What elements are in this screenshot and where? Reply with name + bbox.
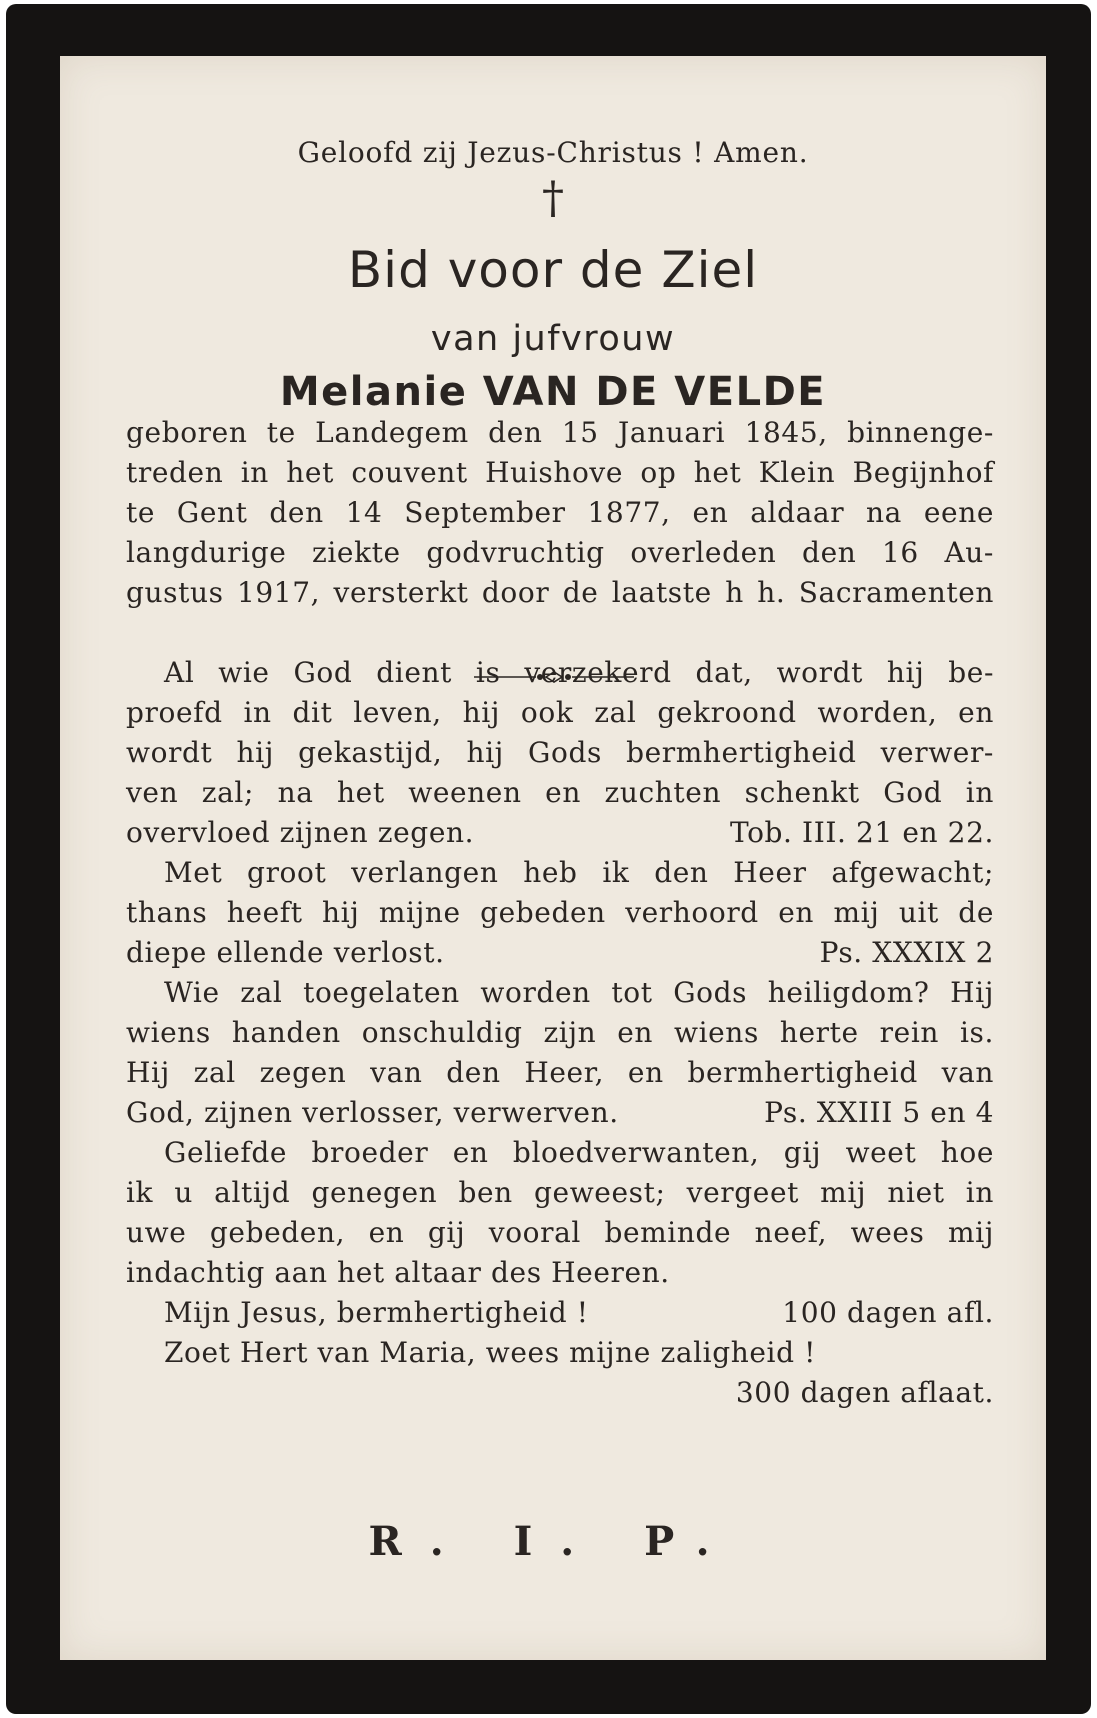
passage-line: proefd in dit leven, hij ook zal gekroond worden, en [126,696,994,729]
deceased-name: Melanie VAN DE VELDE [279,369,827,415]
prayer-text: Zoet Hert van Maria, wees mijne zaligheid ! [164,1336,816,1369]
rip-closing: R. I. P. [368,1518,738,1565]
passage-last-line [126,1096,994,1129]
passage-line: Wie zal toegelaten worden tot Gods heiligdom? Hij [164,976,994,1009]
passage-text: diepe ellende verlost. [126,936,445,969]
farewell-line: uwe gebeden, en gij vooral beminde neef, wees mij [126,1216,994,1249]
biography-line: te Gent den 14 September 1877, en aldaar na eene [126,496,994,529]
passage-line: wordt hij gekastijd, hij Gods bermhertigheid verwer- [126,736,994,769]
card-subheading: van jufvrouw [430,319,676,359]
prayer-text: Mijn Jesus, bermhertigheid ! [164,1296,589,1329]
passage-line: ven zal; na het weenen en zuchten schenkt God in [126,776,994,809]
passage-line: Met groot verlangen heb ik den Heer afgewacht; [164,856,994,889]
passage-line: wiens handen onschuldig zijn en wiens herte rein is. [126,1016,994,1049]
memorial-card [6,4,1091,1714]
cross-icon: † [542,173,564,224]
card-heading: Bid voor de Ziel [347,241,759,299]
farewell-line: indachtig aan het altaar des Heeren. [126,1256,670,1289]
passage-text: God, zijnen verlosser, verwerven. [126,1096,619,1129]
scripture-reference: Ps. XXIII 5 en 4 [764,1096,994,1129]
passage-text: overvloed zijnen zegen. [126,816,475,849]
prayer-line [164,1296,994,1329]
farewell-line: Geliefde broeder en bloedverwanten, gij weet hoe [164,1136,994,1169]
biography-line: treden in het couvent Huishove op het Klein Begijnhof [126,456,994,489]
farewell-line: ik u altijd genegen ben geweest; vergeet mij niet in [126,1176,994,1209]
indulgence-note: 300 dagen aflaat. [735,1376,994,1409]
invocation: Geloofd zij Jezus-Christus ! Amen. [297,136,809,169]
scripture-reference: Tob. III. 21 en 22. [729,816,994,849]
biography-line: gustus 1917, versterkt door de laatste h h. Sacramenten [126,576,994,609]
indulgence-note: 100 dagen afl. [782,1296,994,1329]
biography-line: langdurige ziekte godvruchtig overleden den 16 Au- [126,536,994,569]
card-paper [60,56,1046,1660]
passage-last-line [126,936,994,969]
biography-line: geboren te Landegem den 15 Januari 1845, binnenge- [126,416,994,449]
passage-line: thans heeft hij mijne gebeden verhoord en mij uit de [126,896,994,929]
passage-line: Hij zal zegen van den Heer, en bermhertigheid van [126,1056,994,1089]
passage-last-line [126,816,994,849]
scripture-reference: Ps. XXXIX 2 [819,936,994,969]
passage-line: Al wie God dient is verzekerd dat, wordt hij be- [164,656,994,689]
